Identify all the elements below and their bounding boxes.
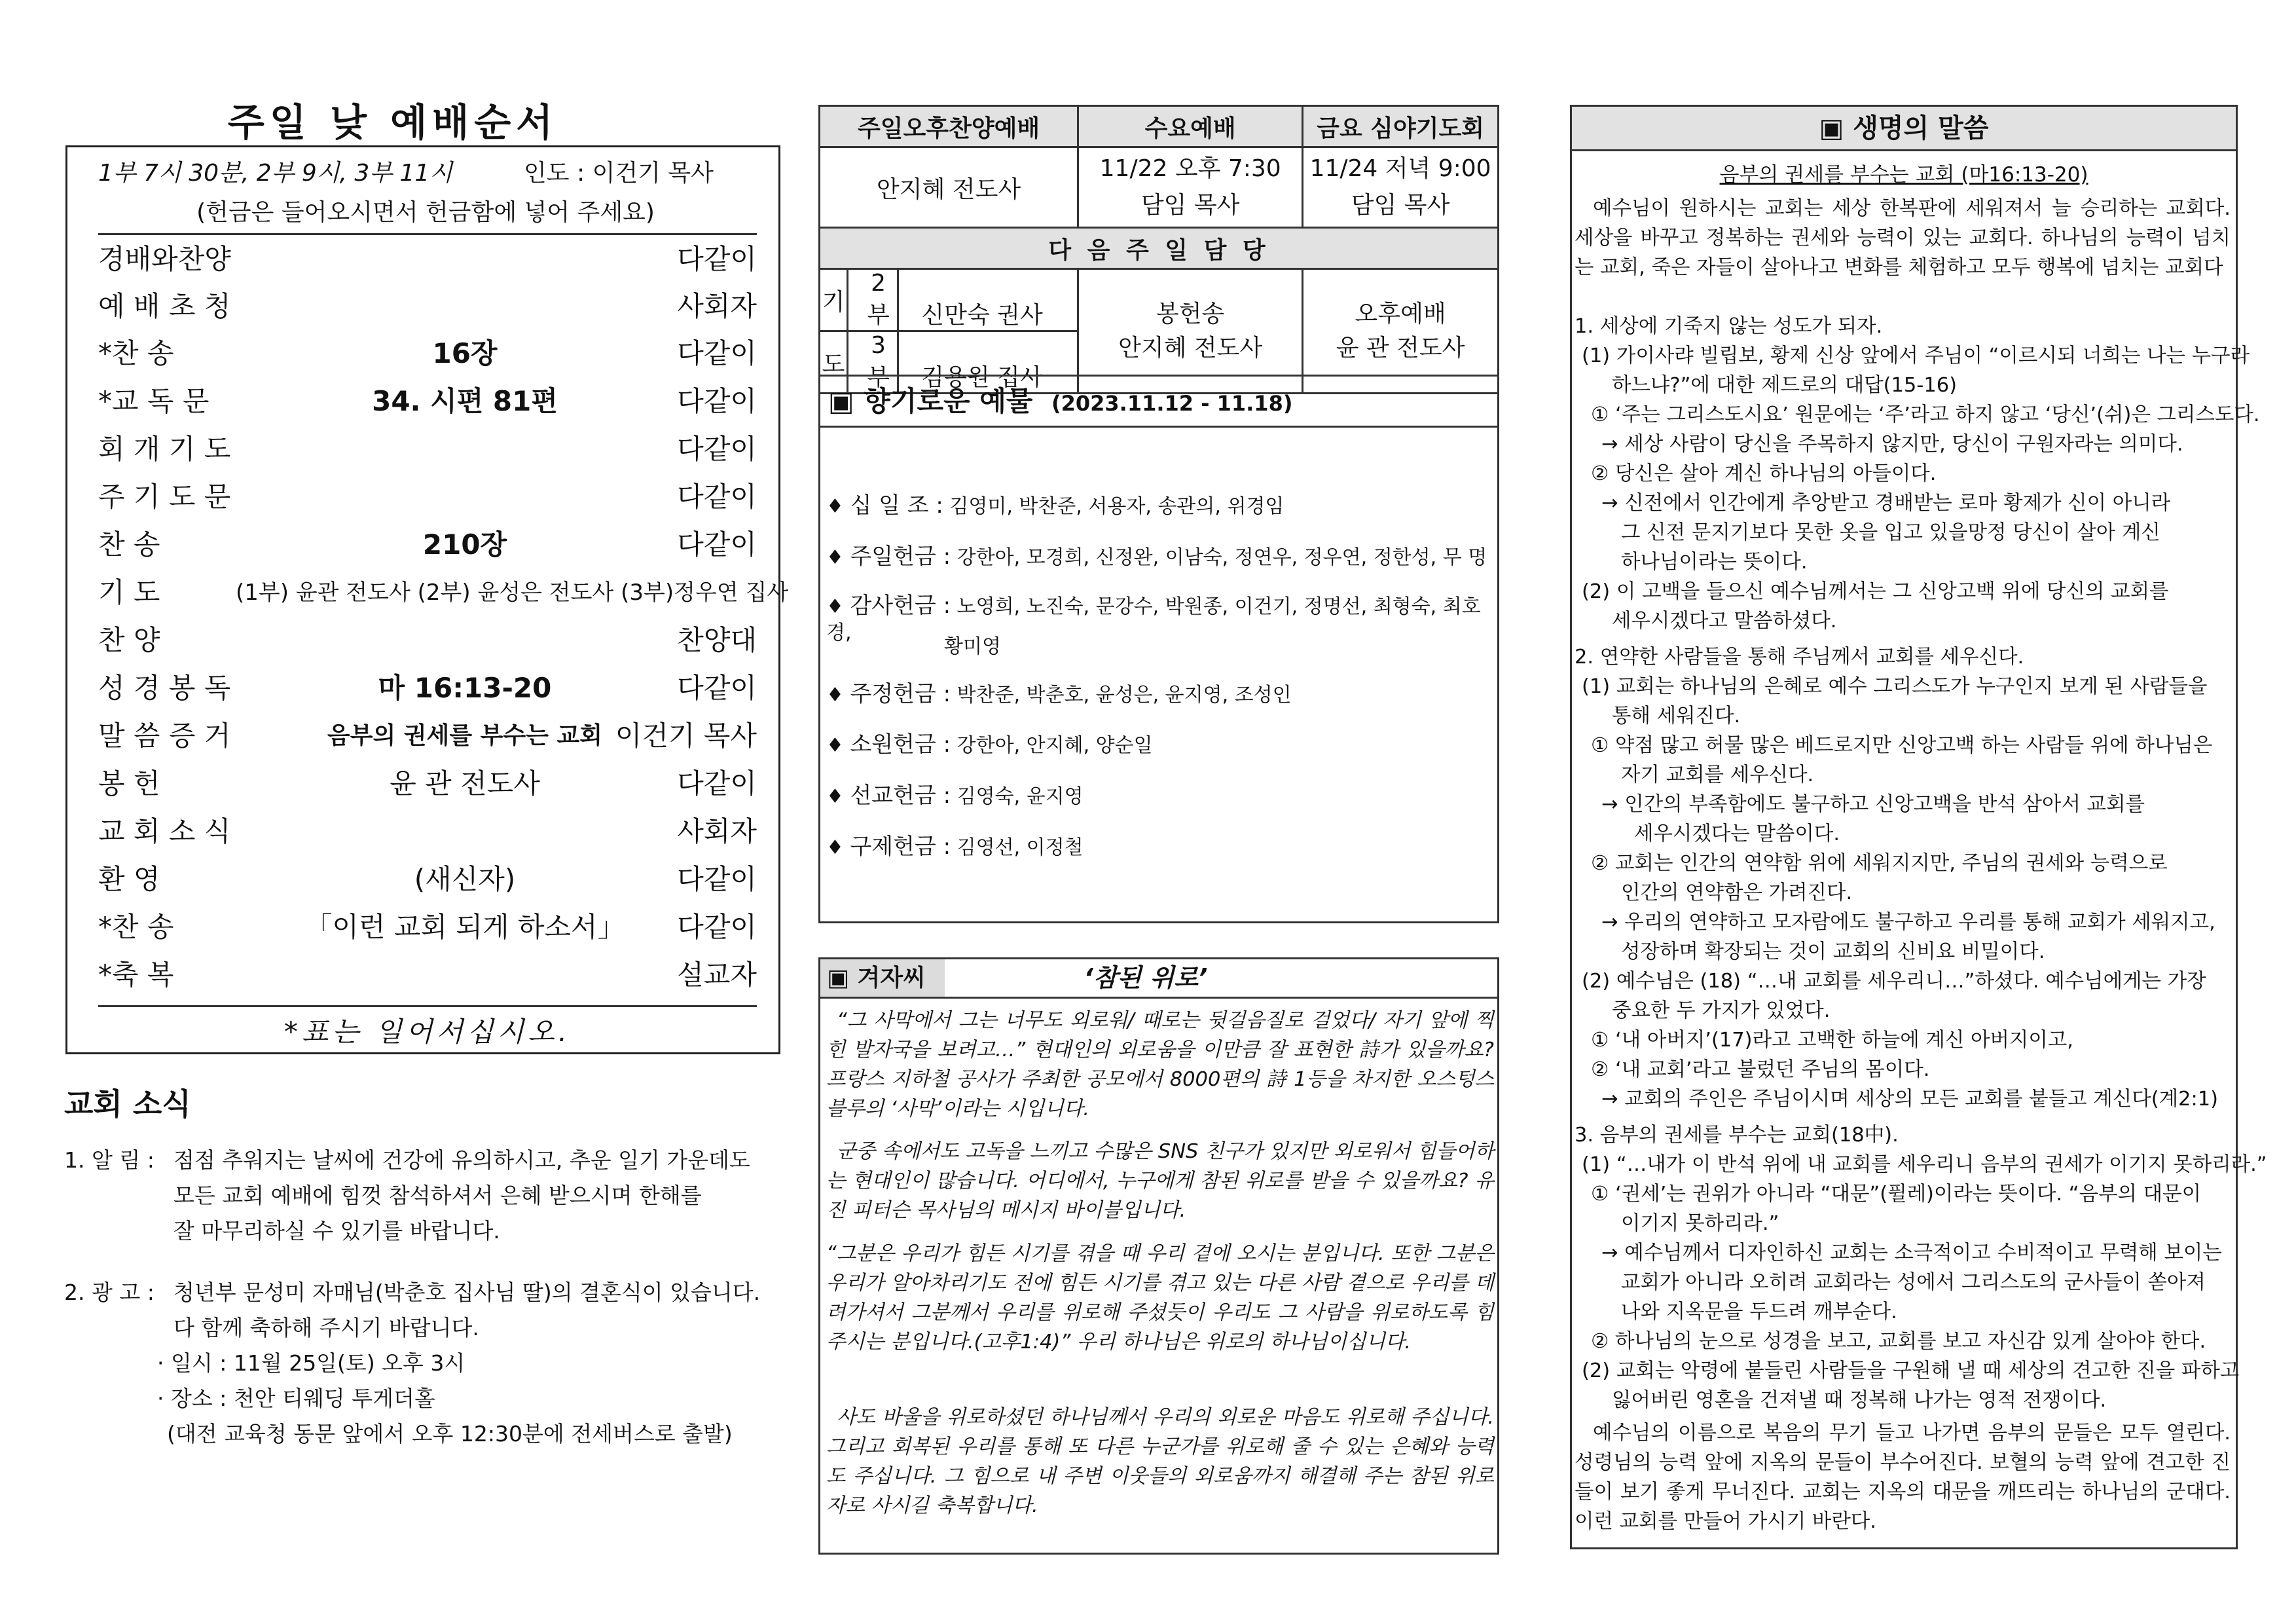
order-row bbox=[98, 525, 757, 564]
gifts-header bbox=[820, 377, 1497, 428]
word-line: 하나님이라는 뜻이다. bbox=[1621, 551, 1808, 574]
word-line: 1. 세상에 기죽지 않는 성도가 되자. bbox=[1575, 315, 1883, 338]
gift-label: 선교헌금 : bbox=[850, 783, 951, 809]
order-item-name: *교 독 문 bbox=[98, 385, 210, 417]
sermon-title: 음부의 권세를 부수는 교회 (마16:13-20) bbox=[1719, 163, 2088, 187]
order-item-who: 사회자 bbox=[677, 290, 757, 322]
order-item-name: 예 배 초 청 bbox=[98, 290, 231, 322]
word-line: (2) 이 고백을 들으신 예수님께서는 그 신앙고백 위에 당신의 교회를 bbox=[1582, 580, 2169, 603]
order-row bbox=[98, 334, 757, 373]
order-item-who: 다같이 bbox=[677, 337, 757, 369]
word-intro: 예수님이 원하시는 교회는 세상 한복판에 세워져서 늘 승리하는 교회다. 세상을 바꾸고 정복하는 권세와 능력이 있는 교회다. 하나님의 능력이 넘치는 교회, 죽은 자들이 살아나고 변화를 체험하고 모두 행복에 넘치는 교회다 bbox=[1575, 197, 2231, 279]
divider bbox=[98, 233, 757, 235]
news-line: 다 함께 축하해 주시기 바랍니다. bbox=[173, 1315, 479, 1340]
news-item-label: 2. 광 고 : bbox=[64, 1280, 155, 1305]
word-outro: 예수님의 이름으로 복음의 무기 들고 나가면 음부의 문들은 모두 열린다. 성령님의 능력 앞에 지옥의 문들이 부수어진다. 보혈의 능력 앞에 견고한 진들이 보기 좋게 무너진다. 교회는 지옥의 대문을 깨뜨리는 하나님의 군대다. 이런 교회를 만들어 가시기 바란다. bbox=[1575, 1422, 2231, 1533]
prayer-person: 신만숙 권사 bbox=[921, 302, 1043, 329]
divider bbox=[98, 1005, 757, 1007]
word-line: → 신전에서 인간에게 추앙받고 경배받는 로마 황제가 신이 아니라 bbox=[1601, 492, 2171, 515]
word-line: ① ‘내 아버지’(17)라고 고백한 하늘에 계신 아버지이고, bbox=[1591, 1029, 2074, 1052]
order-item-who: 다같이 bbox=[677, 911, 757, 943]
word-line: 나와 지옥문을 두드려 깨부순다. bbox=[1621, 1301, 1897, 1323]
order-item-who: 다같이 bbox=[677, 481, 757, 513]
prayer-label: 도 bbox=[820, 331, 848, 394]
offering-label: 봉헌송 bbox=[1156, 300, 1225, 327]
word-line: (2) 교회는 악령에 붙들린 사람들을 구원해 낼 때 세상의 견고한 진을 파하고 bbox=[1582, 1359, 2240, 1382]
order-row bbox=[98, 240, 757, 279]
order-item-content: (1부) 윤관 전도사 (2부) 윤성은 전도사 (3부)정우연 집사 bbox=[236, 580, 789, 606]
order-item-name: 찬 양 bbox=[98, 624, 160, 656]
mustard-label: ▣ 겨자씨 bbox=[820, 959, 945, 997]
news-title: 교회 소식 bbox=[64, 1086, 191, 1122]
schedule-header: 금요 심야기도회 bbox=[1303, 106, 1499, 147]
order-item-who: 설교자 bbox=[677, 959, 757, 991]
word-line: 성장하며 확장되는 것이 교회의 신비요 비밀이다. bbox=[1621, 940, 2045, 963]
order-item-name: 성 경 봉 독 bbox=[98, 672, 231, 704]
order-item-who: 찬양대 bbox=[677, 624, 757, 656]
gift-row: ♦ 주일헌금 : 강한아, 모경희, 신정완, 이남숙, 정연우, 정우연, 정한성, 무 명 bbox=[826, 544, 1487, 570]
word-line: 자기 교회를 세우신다. bbox=[1621, 764, 1814, 786]
word-line: → 교회의 주인은 주님이시며 세상의 모든 교회를 붙들고 계신다(계2:1) bbox=[1601, 1088, 2219, 1111]
schedule-time: 11/22 오후 7:30 bbox=[1099, 155, 1281, 182]
word-line: 교회가 아니라 오히려 교회라는 성에서 그리스도의 군사들이 쏟아져 bbox=[1621, 1271, 2206, 1294]
order-row bbox=[98, 860, 757, 899]
word-line: 중요한 두 가지가 있었다. bbox=[1612, 999, 1831, 1022]
prayer-label: 기 bbox=[820, 269, 848, 331]
order-row bbox=[98, 573, 789, 612]
word-line: → 예수님께서 디자인하신 교회는 소극적이고 수비적이고 무력해 보이는 bbox=[1601, 1242, 2222, 1264]
gift-label: 주일헌금 : bbox=[850, 544, 951, 570]
order-row bbox=[98, 764, 757, 803]
gift-row: ♦ 주정헌금 : 박찬준, 박춘호, 윤성은, 윤지영, 조성인 bbox=[826, 681, 1292, 707]
gift-row: ♦ 선교헌금 : 김영숙, 윤지영 bbox=[826, 783, 1084, 809]
order-item-who: 다같이 bbox=[677, 243, 757, 275]
word-line: 세우시겠다는 말씀이다. bbox=[1634, 822, 1840, 845]
gift-names: 박찬준, 박춘호, 윤성은, 윤지영, 조성인 bbox=[957, 684, 1292, 707]
gifts-period: (2023.11.12 - 11.18) bbox=[1051, 391, 1293, 416]
gift-names: 강한아, 안지혜, 양순일 bbox=[957, 734, 1153, 757]
mustard-paragraph: “그 사막에서 그는 너무도 외로워/ 때로는 뒷걸음질로 걸었다/ 자기 앞에 찍힌 발자국을 보려고…” 현대인의 외로움을 이만큼 잘 표현한 詩가 있을까요? 프랑스 지하철 공사가 주최한 공모에서 8000편의 詩 1등을 차지한 오스텅스 블루의 ‘사막’이라는 시입니다. bbox=[826, 1009, 1494, 1120]
order-item-content: 음부의 권세를 부수는 교회 bbox=[327, 722, 603, 749]
word-line: 이기지 못하리라.” bbox=[1621, 1212, 1779, 1235]
order-row bbox=[98, 382, 757, 421]
order-item-content: (새신자) bbox=[414, 863, 516, 895]
service-leader: 인도 : 이건기 목사 bbox=[524, 160, 714, 187]
news-line: 청년부 문성미 자매님(박춘호 집사님 딸)의 결혼식이 있습니다. bbox=[173, 1280, 761, 1305]
word-line: → 우리의 연약하고 모자람에도 불구하고 우리를 통해 교회가 세워지고, bbox=[1601, 911, 2215, 934]
word-line: 3. 음부의 권세를 부수는 교회(18中). bbox=[1575, 1124, 1899, 1147]
word-line: 2. 연약한 사람들을 통해 주님께서 교회를 세우신다. bbox=[1575, 646, 2024, 669]
news-line: (대전 교육청 동문 앞에서 오후 12:30분에 전세버스로 출발) bbox=[167, 1421, 733, 1447]
order-item-who: 사회자 bbox=[677, 815, 757, 847]
order-item-name: 찬 송 bbox=[98, 528, 160, 561]
gift-names-cont: 황미영 bbox=[944, 635, 1001, 658]
mustard-title: ‘참된 위로’ bbox=[1084, 963, 1208, 992]
gift-label: 구제헌금 : bbox=[850, 834, 951, 860]
gift-row: ♦ 감사헌금 : 노영희, 노진숙, 문강수, 박원종, 이건기, 정명선, 최형숙, 최호경, bbox=[826, 593, 1481, 644]
news-line: 점점 추워지는 날씨에 건강에 유의하시고, 추운 일기 가운데도 bbox=[173, 1147, 750, 1173]
news-line: · 일시 : 11월 25일(토) 오후 3시 bbox=[157, 1350, 465, 1376]
service-times: 1부 7시 30분, 2부 9시, 3부 11시 bbox=[98, 160, 453, 187]
order-row bbox=[98, 812, 757, 851]
evening-label: 오후예배 bbox=[1355, 300, 1446, 327]
word-line: ② 당신은 살아 계신 하나님의 아들이다. bbox=[1591, 462, 1937, 485]
order-row bbox=[98, 430, 757, 469]
order-row bbox=[98, 477, 757, 517]
news-line: · 장소 : 천안 티웨딩 투게더홀 bbox=[157, 1386, 435, 1411]
order-item-who: 다같이 bbox=[677, 672, 757, 704]
mustard-paragraph: 군중 속에서도 고독을 느끼고 수많은 SNS 친구가 있지만 외로워서 힘들어하는 현대인이 많습니다. 어디에서, 누구에게 참된 위로를 받을 수 있을까요? 유진 피터슨 목사님의 메시지 바이블입니다. bbox=[826, 1140, 1494, 1222]
offering-note: (헌금은 들어오시면서 헌금함에 넣어 주세요) bbox=[196, 199, 655, 226]
order-item-name: *찬 송 bbox=[98, 911, 174, 943]
evening-person: 윤 관 전도사 bbox=[1336, 334, 1465, 361]
order-item-name: 기 도 bbox=[98, 576, 160, 608]
order-row bbox=[98, 621, 757, 660]
gift-names: 강한아, 모경희, 신정완, 이남숙, 정연우, 정우연, 정한성, 무 명 bbox=[957, 546, 1487, 569]
word-line: (1) “…내가 이 반석 위에 내 교회를 세우리니 음부의 권세가 이기지 못하리라.” bbox=[1582, 1153, 2267, 1176]
stand-note: *표는 일어서십시오. bbox=[283, 1016, 572, 1048]
order-item-who: 다같이 bbox=[677, 385, 757, 417]
news-line: 잘 마무리하실 수 있기를 바랍니다. bbox=[173, 1218, 500, 1244]
schedule-header: 수요예배 bbox=[1078, 106, 1303, 147]
word-line: ② 교회는 인간의 연약함 위에 세워지지만, 주님의 권세와 능력으로 bbox=[1591, 852, 2168, 875]
order-item-content: 「이런 교회 되게 하소서」 bbox=[304, 911, 625, 943]
offering-person: 안지혜 전도사 bbox=[1118, 334, 1263, 361]
schedule-table bbox=[818, 105, 1499, 394]
gift-row: ♦ 소원헌금 : 강한아, 안지혜, 양순일 bbox=[826, 731, 1153, 758]
gift-row: ♦ 구제헌금 : 김영선, 이정철 bbox=[826, 834, 1084, 860]
prayer-service: 2부 bbox=[860, 270, 899, 330]
gift-names: 김영숙, 윤지영 bbox=[957, 785, 1084, 808]
word-line: 세우시겠다고 말씀하셨다. bbox=[1612, 610, 1837, 633]
gift-names: 노영희, 노진숙, 문강수, 박원종, 이건기, 정명선, 최형숙, 최호경, bbox=[826, 595, 1481, 644]
order-row bbox=[98, 716, 757, 756]
next-week-title: 다 음 주 일 담 당 bbox=[820, 228, 1499, 269]
order-item-content: 34. 시편 81편 bbox=[372, 385, 558, 417]
schedule-person: 담임 목사 bbox=[1140, 192, 1240, 219]
order-item-name: 말 씀 증 거 bbox=[98, 720, 231, 752]
order-item-name: 환 영 bbox=[98, 863, 160, 895]
order-item-name: 봉 헌 bbox=[98, 767, 160, 800]
news-line: 모든 교회 예배에 힘껏 참석하셔서 은혜 받으시며 한해를 bbox=[173, 1183, 702, 1208]
mustard-paragraph: 사도 바울을 위로하셨던 하나님께서 우리의 외로운 마음도 위로해 주십니다. 그리고 회복된 우리를 통해 또 다른 누군가를 위로해 줄 수 있는 은혜와 능력도 주십니다. 그 힘으로 내 주변 이웃들의 외로움까지 해결해 주는 참된 위로자로 사시길 축복합니다. bbox=[826, 1406, 1494, 1517]
prayer-person: 김용원 집사 bbox=[921, 364, 1043, 391]
gift-names: 김영미, 박찬준, 서용자, 송관의, 위경임 bbox=[949, 495, 1285, 518]
word-line: (1) 교회는 하나님의 은혜로 예수 그리스도가 누구인지 보게 된 사람들을 bbox=[1582, 675, 2208, 698]
order-item-who: 다같이 bbox=[677, 863, 757, 895]
order-item-name: 교 회 소 식 bbox=[98, 815, 231, 847]
order-row bbox=[98, 287, 757, 326]
order-row bbox=[98, 669, 757, 708]
schedule-time: 11/24 저녁 9:00 bbox=[1309, 155, 1491, 182]
order-item-content: 16장 bbox=[432, 337, 498, 369]
gift-label: 십 일 조 : bbox=[850, 492, 943, 519]
order-item-name: *축 복 bbox=[98, 959, 174, 991]
schedule-header: 주일오후찬양예배 bbox=[820, 106, 1078, 147]
word-line: 인간의 연약함은 가려진다. bbox=[1621, 881, 1853, 904]
prayer-cell bbox=[848, 269, 1078, 331]
word-line: → 인간의 부족함에도 불구하고 신앙고백을 반석 삼아서 교회를 bbox=[1601, 793, 2145, 816]
order-item-content: 윤 관 전도사 bbox=[390, 767, 540, 800]
order-row bbox=[98, 955, 757, 995]
word-line: (2) 예수님은 (18) “…내 교회를 세우리니…”하셨다. 예수님에게는 가장 bbox=[1582, 970, 2206, 993]
mustard-paragraph: “그분은 우리가 힘든 시기를 겪을 때 우리 곁에 오시는 분입니다. 또한 그분은 우리가 알아차리기도 전에 힘든 시기를 겪고 있는 다른 사람 곁으로 우리를 데려가셔서 그분께서 우리를 위로해 주셨듯이 우리도 그 사람을 위로하도록 힘주시는 분입니다.(고후1:4)” 우리 하나님은 위로의 하나님이십니다. bbox=[826, 1242, 1494, 1354]
word-line: 잃어버린 영혼을 건져낼 때 정복해 나가는 영적 전쟁이다. bbox=[1612, 1389, 2107, 1412]
news-item-label: 1. 알 림 : bbox=[64, 1147, 155, 1173]
order-title: 주일 낮 예배순서 bbox=[227, 100, 558, 145]
order-item-content: 마 16:13-20 bbox=[378, 672, 552, 704]
order-row bbox=[98, 908, 757, 947]
schedule-cell bbox=[1303, 147, 1499, 228]
order-item-who: 이건기 목사 bbox=[615, 720, 757, 752]
schedule-person: 담임 목사 bbox=[1351, 192, 1450, 219]
order-item-name: 회 개 기 도 bbox=[98, 433, 231, 465]
order-item-who: 다같이 bbox=[677, 767, 757, 800]
order-item-name: 주 기 도 문 bbox=[98, 481, 231, 513]
schedule-cell: 안지혜 전도사 bbox=[820, 147, 1078, 228]
word-line: ① 약점 많고 허물 많은 베드로지만 신앙고백 하는 사람들 위에 하나님은 bbox=[1591, 734, 2213, 757]
order-item-name: *찬 송 bbox=[98, 337, 174, 369]
word-title: ▣ 생명의 말씀 bbox=[1572, 107, 2236, 151]
word-line: 하느냐?”에 대한 제드로의 대답(15-16) bbox=[1612, 374, 1958, 397]
word-line: 그 신전 문지기보다 못한 옷을 입고 있을망정 당신이 살아 계신 bbox=[1621, 521, 2160, 544]
gift-label: 주정헌금 : bbox=[850, 681, 951, 707]
gift-label: 감사헌금 : bbox=[850, 593, 951, 619]
order-item-who: 다같이 bbox=[677, 433, 757, 465]
word-line: 통해 세워진다. bbox=[1612, 705, 1741, 728]
word-line: → 세상 사람이 당신을 주목하지 않지만, 당신이 구원자라는 의미다. bbox=[1601, 433, 2183, 456]
word-line: ② ‘내 교회’라고 불렀던 주님의 몸이다. bbox=[1591, 1058, 1930, 1081]
word-line: ① ‘주는 그리스도시요’ 원문에는 ‘주’라고 하지 않고 ‘당신’(쉬)은 그리스도다. bbox=[1591, 403, 2260, 426]
gift-label: 소원헌금 : bbox=[850, 731, 951, 758]
order-item-content: 210장 bbox=[422, 528, 507, 561]
prayer-service: 3부 bbox=[860, 332, 899, 392]
word-line: (1) 가이사랴 빌립보, 황제 신상 앞에서 주님이 “이르시되 너희는 나는 누구라 bbox=[1582, 344, 2250, 367]
gifts-title: ▣ 향기로운 예물 bbox=[828, 385, 1033, 417]
word-line: ① ‘권세’는 권위가 아니라 “대문”(퓔레)이라는 뜻이다. “음부의 대문이 bbox=[1591, 1183, 2202, 1206]
word-line: ② 하나님의 눈으로 성경을 보고, 교회를 보고 자신감 있게 살아야 한다. bbox=[1591, 1330, 2206, 1353]
gift-names: 김영선, 이정철 bbox=[957, 836, 1084, 859]
gift-row: ♦ 십 일 조 : 김영미, 박찬준, 서용자, 송관의, 위경임 bbox=[826, 492, 1285, 519]
order-item-who: 다같이 bbox=[677, 528, 757, 561]
order-item-name: 경배와찬양 bbox=[98, 243, 231, 275]
schedule-cell bbox=[1078, 147, 1303, 228]
